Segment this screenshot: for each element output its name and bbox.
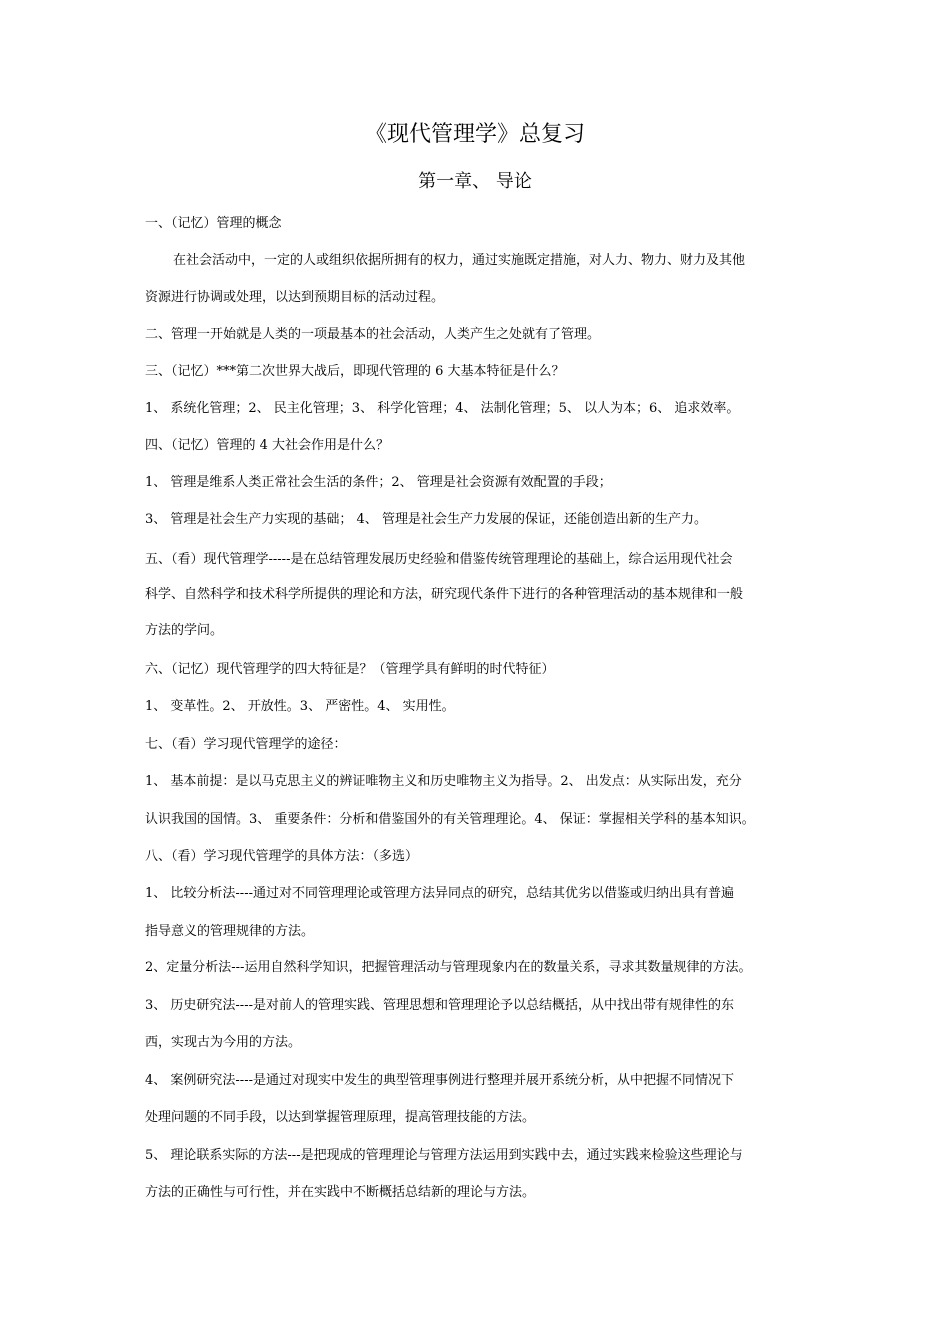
chapter-heading: 第一章、 导论: [418, 171, 532, 192]
section-heading: 八、（看）学习现代管理学的具体方法：（多选）: [145, 849, 419, 864]
list-line: 1、 管理是维系人类正常社会生活的条件；2、 管理是社会资源有效配置的手段；: [145, 475, 612, 490]
section-heading: 七、（看）学习现代管理学的途径：: [145, 737, 347, 752]
list-line: 处理问题的不同手段，以达到掌握管理原理，提高管理技能的方法。: [145, 1110, 536, 1125]
section-heading: 六、（记忆）现代管理学的四大特征是？（管理学具有鲜明的时代特征）: [145, 662, 555, 677]
list-line: 4、 案例研究法----是通过对现实中发生的典型管理事例进行整理并展开系统分析，从中把握不同情况下: [145, 1073, 734, 1088]
paragraph-line: 资源进行协调或处理，以达到预期目标的活动过程。: [145, 290, 445, 305]
paragraph-line: 方法的学问。: [145, 623, 224, 638]
section-heading: 一、（记忆）管理的概念: [145, 216, 282, 231]
paragraph-line: 在社会活动中，一定的人或组织依据所拥有的权力，通过实施既定措施，对人力、物力、财力及其他: [173, 253, 746, 268]
list-line: 认识我国的国情。3、 重要条件：分析和借鉴国外的有关管理理论。4、 保证：掌握相关学科的基本知识。: [145, 812, 755, 827]
section-heading: 二、管理一开始就是人类的一项最基本的社会活动，人类产生之处就有了管理。: [145, 327, 601, 342]
list-line: 3、 管理是社会生产力实现的基础； 4、 管理是社会生产力发展的保证，还能创造出新的生产力。: [145, 512, 707, 527]
section-heading: 五、（看）现代管理学-----是在总结管理发展历史经验和借鉴传统管理理论的基础上，综合运用现代社会: [145, 552, 733, 567]
list-line: 1、 基本前提：是以马克思主义的辨证唯物主义和历史唯物主义为指导。2、 出发点：从实际出发，充分: [145, 774, 742, 789]
list-line: 5、 理论联系实际的方法---是把现成的管理理论与管理方法运用到实践中去，通过实践来检验这些理论与: [145, 1148, 743, 1163]
document-title: 《现代管理学》总复习: [364, 122, 585, 147]
list-line: 指导意义的管理规律的方法。: [145, 924, 315, 939]
list-line: 3、 历史研究法----是对前人的管理实践、管理思想和管理理论予以总结概括，从中找出带有规律性的东: [145, 998, 734, 1013]
list-line: 1、 变革性。2、 开放性。3、 严密性。4、 实用性。: [145, 699, 455, 714]
list-line: 1、 系统化管理；2、 民主化管理；3、 科学化管理；4、 法制化管理；5、 以人为本；6、 追求效率。: [145, 401, 740, 416]
list-line: 1、 比较分析法----通过对不同管理理论或管理方法异同点的研究，总结其优劣以借鉴或归纳出具有普遍: [145, 886, 734, 901]
section-heading: 三、（记忆）***第二次世界大战后，即现代管理的 6 大基本特征是什么？: [145, 364, 565, 379]
section-heading: 四、（记忆）管理的 4 大社会作用是什么？: [145, 438, 390, 453]
list-line: 西，实现古为今用的方法。: [145, 1035, 302, 1050]
list-line: 方法的正确性与可行性，并在实践中不断概括总结新的理论与方法。: [145, 1185, 536, 1200]
list-line: 2、定量分析法---运用自然科学知识，把握管理活动与管理现象内在的数量关系，寻求其数量规律的方法。: [145, 960, 752, 975]
paragraph-line: 科学、自然科学和技术科学所提供的理论和方法，研究现代条件下进行的各种管理活动的基本规律和一般: [145, 587, 744, 602]
